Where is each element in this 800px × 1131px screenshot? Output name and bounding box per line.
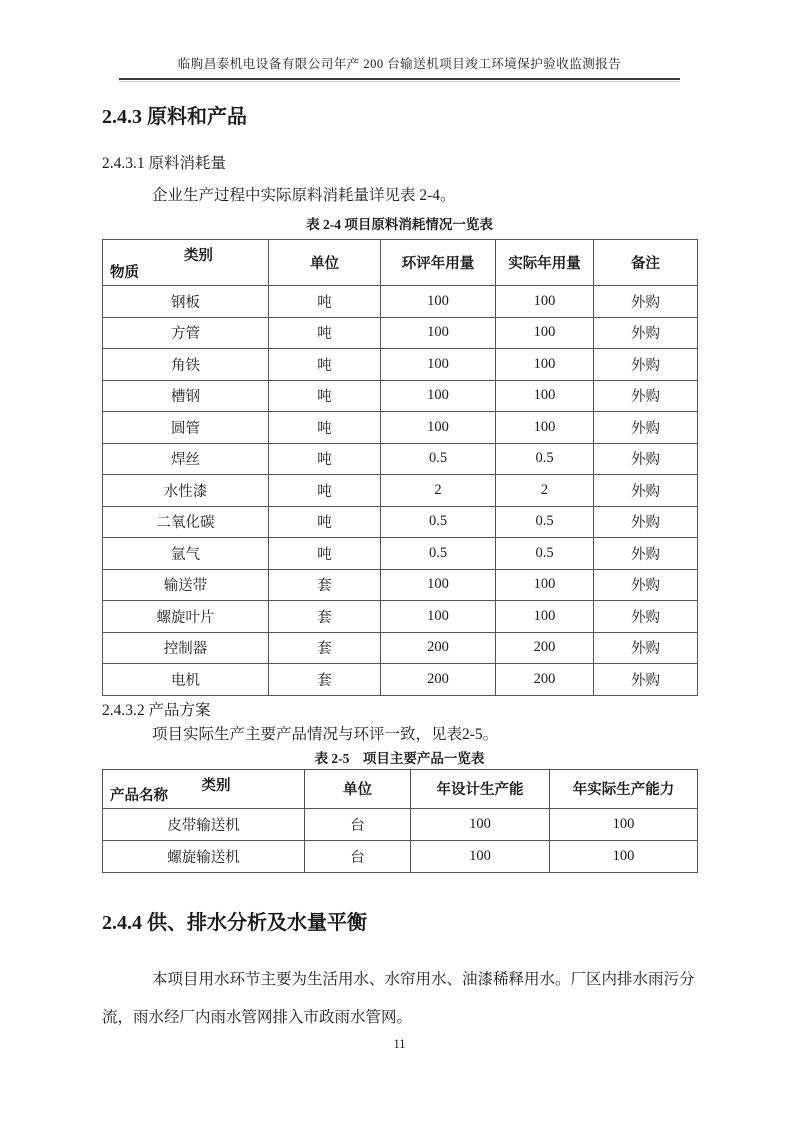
table-cell: 套 — [269, 632, 381, 664]
table-header-row — [103, 240, 698, 286]
column-header: 备注 — [594, 240, 698, 286]
table-2-5-caption: 表 2-5 项目主要产品一览表 — [314, 750, 485, 766]
corner-header-cell — [103, 240, 269, 286]
section-heading-244: 2.4.4 供、排水分析及水量平衡 — [102, 911, 367, 934]
table-row — [103, 443, 698, 475]
table-cell: 外购 — [594, 475, 698, 507]
table-cell: 100 — [381, 569, 496, 601]
main-products-table — [102, 769, 698, 873]
table-cell: 电机 — [103, 664, 269, 696]
table-cell: 外购 — [594, 506, 698, 538]
table-cell: 套 — [269, 569, 381, 601]
table-cell: 圆管 — [103, 412, 269, 444]
table-header-row — [103, 769, 698, 808]
table-cell: 吨 — [269, 317, 381, 349]
table-cell: 吨 — [269, 349, 381, 381]
table-cell: 皮带输送机 — [103, 808, 305, 840]
table-row — [103, 569, 698, 601]
table-row — [103, 664, 698, 696]
table-row — [103, 601, 698, 633]
table-cell: 200 — [496, 664, 594, 696]
table-cell: 方管 — [103, 317, 269, 349]
table-row — [103, 506, 698, 538]
table-row — [103, 380, 698, 412]
table-cell: 螺旋输送机 — [103, 840, 305, 872]
corner-item-label: 物质 — [110, 265, 139, 281]
table-cell: 吨 — [269, 538, 381, 570]
table-row — [103, 286, 698, 318]
corner-category-label: 类别 — [183, 248, 213, 264]
paragraph-water-supply: 本项目用水环节主要为生活用水、水帘用水、油漆稀释用水。厂区内排水雨污分流，雨水经厂内雨水管网排入市政雨水管网。 — [102, 970, 695, 1026]
table-cell: 0.5 — [496, 538, 594, 570]
subsection-heading-2432: 2.4.3.2 产品方案 — [102, 701, 211, 719]
column-header: 年实际生产能力 — [550, 769, 698, 808]
table-cell: 外购 — [594, 632, 698, 664]
paragraph-raw-material-intro: 企业生产过程中实际原料消耗量详见表 2-4。 — [152, 187, 456, 204]
table-cell: 0.5 — [496, 443, 594, 475]
raw-material-consumption-table — [102, 239, 698, 696]
table-row — [103, 412, 698, 444]
table-cell: 200 — [381, 632, 496, 664]
table-cell: 100 — [381, 317, 496, 349]
column-header: 实际年用量 — [496, 240, 594, 286]
table-cell: 槽钢 — [103, 380, 269, 412]
table-cell: 外购 — [594, 412, 698, 444]
table-cell: 台 — [305, 808, 411, 840]
table-row — [103, 317, 698, 349]
table-cell: 控制器 — [103, 632, 269, 664]
column-header: 环评年用量 — [381, 240, 496, 286]
table-cell: 0.5 — [381, 538, 496, 570]
corner-category-label: 类别 — [201, 777, 231, 794]
table-cell: 外购 — [594, 664, 698, 696]
running-header: 临朐昌泰机电设备有限公司年产 200 台输送机项目竣工环境保护验收监测报告 — [177, 57, 622, 71]
header-divider — [119, 78, 680, 82]
table-cell: 吨 — [269, 286, 381, 318]
table-cell: 角铁 — [103, 349, 269, 381]
table-cell: 外购 — [594, 569, 698, 601]
table-cell: 吨 — [269, 475, 381, 507]
table-cell: 套 — [269, 601, 381, 633]
table-cell: 吨 — [269, 380, 381, 412]
table-cell: 套 — [269, 664, 381, 696]
table-row — [103, 349, 698, 381]
table-cell: 外购 — [594, 380, 698, 412]
table-cell: 水性漆 — [103, 475, 269, 507]
column-header: 单位 — [269, 240, 381, 286]
table-row — [103, 808, 698, 840]
table-row — [103, 475, 698, 507]
table-cell: 100 — [381, 349, 496, 381]
table-cell: 0.5 — [496, 506, 594, 538]
table-cell: 0.5 — [381, 443, 496, 475]
table-cell: 外购 — [594, 286, 698, 318]
table-cell: 100 — [381, 380, 496, 412]
table-cell: 100 — [381, 412, 496, 444]
table-cell: 外购 — [594, 538, 698, 570]
table-cell: 2 — [496, 475, 594, 507]
corner-header-cell — [103, 769, 305, 808]
table-cell: 焊丝 — [103, 443, 269, 475]
table-cell: 100 — [550, 808, 698, 840]
column-header: 年设计生产能 — [411, 769, 550, 808]
column-header: 单位 — [305, 769, 411, 808]
table-cell: 吨 — [269, 506, 381, 538]
table-cell: 100 — [411, 840, 550, 872]
table-cell: 100 — [381, 601, 496, 633]
table-cell: 螺旋叶片 — [103, 601, 269, 633]
table-row — [103, 632, 698, 664]
table-2-4-caption: 表 2-4 项目原料消耗情况一览表 — [306, 217, 493, 232]
subsection-heading-2431: 2.4.3.1 原料消耗量 — [102, 155, 227, 172]
table-cell: 100 — [496, 286, 594, 318]
table-cell: 台 — [305, 840, 411, 872]
corner-item-label: 产品名称 — [110, 787, 168, 804]
table-cell: 外购 — [594, 443, 698, 475]
table-cell: 二氧化碳 — [103, 506, 269, 538]
table-cell: 100 — [496, 380, 594, 412]
table-cell: 100 — [496, 317, 594, 349]
table-cell: 100 — [496, 569, 594, 601]
table-cell: 钢板 — [103, 286, 269, 318]
table-cell: 200 — [381, 664, 496, 696]
table-row — [103, 538, 698, 570]
table-cell: 200 — [496, 632, 594, 664]
table-cell: 输送带 — [103, 569, 269, 601]
table-cell: 2 — [381, 475, 496, 507]
paragraph-product-intro: 项目实际生产主要产品情况与环评一致，见表2-5。 — [152, 725, 499, 743]
table-cell: 吨 — [269, 412, 381, 444]
table-cell: 外购 — [594, 317, 698, 349]
table-cell: 100 — [496, 601, 594, 633]
table-cell: 100 — [550, 840, 698, 872]
table-cell: 外购 — [594, 601, 698, 633]
table-cell: 外购 — [594, 349, 698, 381]
table-cell: 100 — [411, 808, 550, 840]
section-heading-243: 2.4.3 原料和产品 — [102, 106, 247, 128]
table-cell: 100 — [496, 349, 594, 381]
table-row — [103, 840, 698, 872]
page-number: 11 — [393, 1036, 406, 1051]
table-cell: 吨 — [269, 443, 381, 475]
table-cell: 100 — [496, 412, 594, 444]
table-cell: 氩气 — [103, 538, 269, 570]
table-cell: 0.5 — [381, 506, 496, 538]
table-cell: 100 — [381, 286, 496, 318]
